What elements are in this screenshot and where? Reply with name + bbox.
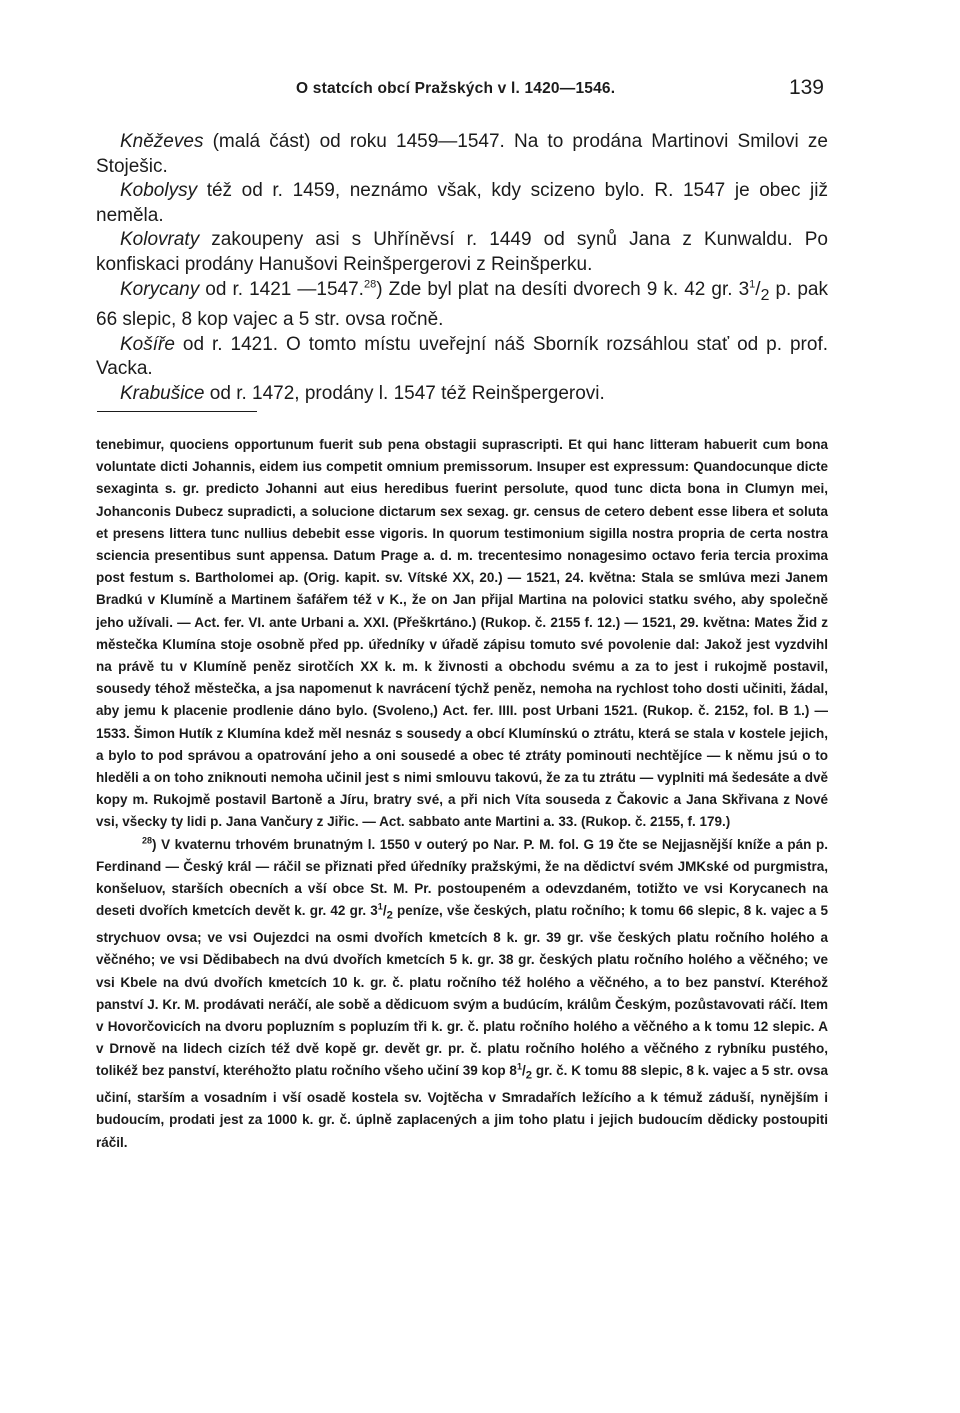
entry-text: od r. 1421. O tomto místu uveřejní náš Sborník rozsáhlou stať od p. prof. Vacka. xyxy=(96,333,828,380)
page-number: 139 xyxy=(788,76,824,99)
fraction-numerator: 1 xyxy=(749,278,756,291)
main-text xyxy=(96,130,828,406)
page-header xyxy=(96,76,826,106)
footnote-number: 28 xyxy=(142,835,153,846)
footnote-ref[interactable]: 28 xyxy=(363,278,377,291)
footnote-continuation: tenebimur, quociens opportunum fuerit sub pena obstagii suprascripti. Et qui hanc litteram habuerit cum bona voluntate dicti Johannis, eidem ius competit omnium premissorum. Insuper est expressum: Quandocunque dicte sexaginta s. gr. predicto Johanni aut eius heredibus fuerint persolute, quod tunc dicta bona in Clumyn mei, Johanconis Dubecz supradicti, a solucione dictarum sex sexag. gr. census de cetero debent esse libera et soluta et presens littera tunc nullius debebit esse vigoris. In quorum testimonium sigilla nostra propria de certa nostra sciencia presentibus sunt appensa. Datum Prage a. d. m. trecentesimo nonagesimo octavo feria tercia proxima post festum s. Bartholomei ap. (Orig. kapit. sv. Vítské XX, 20.) — 1521, 24. května: Stala se smlúva mezi Janem Bradkú v Klumíně a Martinem šafářem též v K., že on Jan přijal Martina na polovici statku svého, aby společně jeho užívali. — Act. fer. VI. ante Urbani a. XXI. (Přeškrtáno.) (Rukop. č. 2155 f. 12.) — 1521, 29. května: Mates Žid z městečka Klumína stoje osobně před pp. úředníky v úřadě zápisu tomuto své povolenie dal: Jakož jest vyzdvihl na právě tu v Klumíně peněz sirotčích XX k. m. k živnosti a obchodu svému a za to jest i rukojmě postavil, sousedy téhož městečka, a jsa napomenut k navrácení týchž peněz, nemoha na rychlost toho dosti učiniti, žádal, aby jemu k placenie prodlenie dáno bylo. (Svoleno,) Act. fer. IIII. post Urbani 1521. (Rukop. č. 2152, fol. B 1.) — 1533. Šimon Hutík z Klumína kdež měl nesnáz s sousedy a obcí Klumínskú o ztrátu, která se stala v kostele jejich, a bylo to pod správou a opatrování jeho a oni sousedé a obec té ztráty pominouti nechtějíce — k němu jsú o to hleděli a on toho zniknouti nemoha učinil jest s nimi smlouvu takovú, že za tu ztrátu — vyplniti má šedesáte a dvě kopy m. Rukojmě postavil Bartoně a Jíru, bratry své, a při nich Víta souseda z Čakovic a Jana Skřivana z Nové vsi, všecky ty lidi p. Jana Vančury z Jiřic. — Act. sabbato ante Martini a. 33. (Rukop. č. 2155, f. 179.) xyxy=(96,437,828,830)
entry-kolovraty xyxy=(96,228,828,277)
entry-korycany: Korycany od r. 1421 —1547.28) Zde byl plat na desíti dvorech 9 k. 42 gr. $3^1/_2$ p. pak 66 slepic, 8 kop vajec a 5 str. ovsa ročně. xyxy=(96,278,828,330)
fraction-denominator: 2 xyxy=(760,286,770,304)
footnote-separator xyxy=(97,411,257,412)
entry-text: (malá část) od roku 1459—1547. Na to prodána Martinovi Smilovi ze Stoješic. xyxy=(96,131,828,177)
place-name: Kolovraty xyxy=(120,229,200,251)
entry-text: též od r. 1459, neznámo však, kdy scizeno bylo. R. 1547 je obec již neměla. xyxy=(96,180,828,226)
fraction-denominator: 2 xyxy=(386,909,393,922)
fraction-denominator: 2 xyxy=(525,1070,532,1083)
footnote-text: ) V kvaternu trhovém brunatným l. 1550 v outerý po Nar. P. M. fol. G 19 čte se Nejjasnější kníže a pán p. Ferdinand — Český král — ráčil se přiznati před úředníky pražskými, že na dědictví svém JMKské od purgmistra, konšeluov, starších obecních a vší obce St. M. Pr. postoupeném a odevzdaném, totižto ve vsi Korycanech na deseti dvořích kmetcích devět k. gr. 42 gr. 3 xyxy=(96,836,828,919)
place-name: Kněževes xyxy=(120,131,204,152)
entry-kobolysy xyxy=(96,179,828,228)
footnote-text: peníze, vše českých, platu ročního; k tomu 66 slepic, 8 k. vajec a 5 strychuov ovsa; ve vsi Oujezdci na osmi dvořích kmetcích 8 k. gr. 39 gr. vše českých platu ročního holého a věčného; ve vsi Dědibabech na dvú dvořích kmetcích 5 k. gr. 38 gr. českých platu ročního holého a věčného; ve vsi Kbele na dvú dvořích kmetcích 10 k. gr. č. platu ročního též holého a věčného, a to bez panství. Kteréhož panství J. Kr. M. prodávati neráčí, ale sobě a dědicuom svým a budúcím, králům Českým, pozůstavovati ráčí. Item v Hovorčovicích na dvoru popluzním s popluzím tři k. gr. č. platu ročního holého a věčného a k tomu 12 slepic. A v Drnově na lidech cizích též dvě kopě gr. devět gr. pr. č. platu ročního holého a věčného z rybníku pustého, tolikéž bez panství, kteréhožto platu ročního všeho učiní 39 kop 8 xyxy=(96,903,829,1079)
place-name: Košíře xyxy=(120,333,175,355)
entry-text: ) Zde byl plat na desíti dvorech 9 k. 42 gr. 3 xyxy=(376,278,750,300)
entry-kosire xyxy=(96,333,828,382)
entry-knezeves xyxy=(96,130,828,179)
footnote-28: $^{28}$) V kvaternu trhovém brunatným l. 1550 v outerý po Nar. P. M. fol. G 19 čte se Nejjasnější kníže a pán p. Ferdinand — Český král — ráčil se přiznati před úředníky pražskými, že na dědictví svém JMKské od purgmistra, konšeluov, starších obecních a vší obce St. M. Pr. postoupeném a odevzdaném, totižto ve vsi Korycanech na deseti dvořích kmetcích devět k. gr. 42 gr. $3^1/_2$ peníze, vše českých, platu ročního; k tomu 66 slepic, 8 k. vajec a 5 strychuov ovsa; ve vsi Oujezdci na osmi dvořích kmetcích 8 k. gr. 39 gr. vše českých platu ročního holého a věčného; ve vsi Dědibabech na dvú dvořích kmetcích 5 k. gr. 38 gr. českých platu ročního holého a věčného; ve vsi Kbele na dvú dvořích kmetcích 10 k. gr. č. platu ročního též holého a věčného, a to bez panství. Kteréhož panství J. Kr. M. prodávati neráčí, ale sobě a dědicuom svým a budúcím, králům Českým, pozůstavovati ráčí. Item v Hovorčovicích na dvoru popluzním s popluzím tři k. gr. č. platu ročního holého a věčného a k tomu 12 slepic. A v Drnově na lidech cizích též dvě kopě gr. devět gr. pr. č. platu ročního holého a věčného z rybníku pustého, tolikéž bez panství, kteréhožto platu ročního všeho učiní 39 kop $8^1/_2$ gr. č. K tomu 88 slepic, 8 k. vajec a 5 str. ovsa učiní, starším a vosadním i vší osadě kostela sv. Vojtěcha v Smradařích ležícího a k témuž záduší, nynějším i budoucím, prodati jest za 1000 k. gr. č. úplně zaplacených a jim toho platu i jejich budoucím dědicky postoupiti ráčil. xyxy=(96,835,829,1150)
entry-text: od r. 1421 —1547. xyxy=(199,278,364,300)
footnote-text: gr. č. K tomu 88 slepic, 8 k. vajec a 5 str. ovsa učiní, starším a vosadním i vší osadě kostela sv. Vojtěcha v Smradařích ležícího a k témuž záduší, nynějším i budoucím, prodati jest za 1000 k. gr. č. úplně zaplacených a jim toho platu i jejich budoucím dědicky postoupiti ráčil. xyxy=(96,1063,828,1150)
fraction-numerator: 1 xyxy=(516,1061,522,1072)
place-name: Kobolysy xyxy=(120,180,198,202)
entry-krabusice xyxy=(96,382,828,407)
entry-text: od r. 1472, prodány l. 1547 též Reinšpergerovi. xyxy=(204,382,605,404)
running-title: O statcích obcí Pražských v l. 1420—1546. xyxy=(296,80,616,97)
entry-text: zakoupeny asi s Uhříněvsí r. 1449 od synů Jana z Kunwaldu. Po konfiskaci prodány Hanušovi Reinšpergerovi z Reinšperku. xyxy=(96,229,828,275)
place-name: Krabušice xyxy=(120,382,205,404)
fraction-numerator: 1 xyxy=(377,901,383,912)
place-name: Korycany xyxy=(120,278,200,300)
entry-text: p. pak 66 slepic, 8 kop vajec a 5 str. ovsa ročně. xyxy=(96,278,828,330)
footnotes xyxy=(96,434,828,1154)
